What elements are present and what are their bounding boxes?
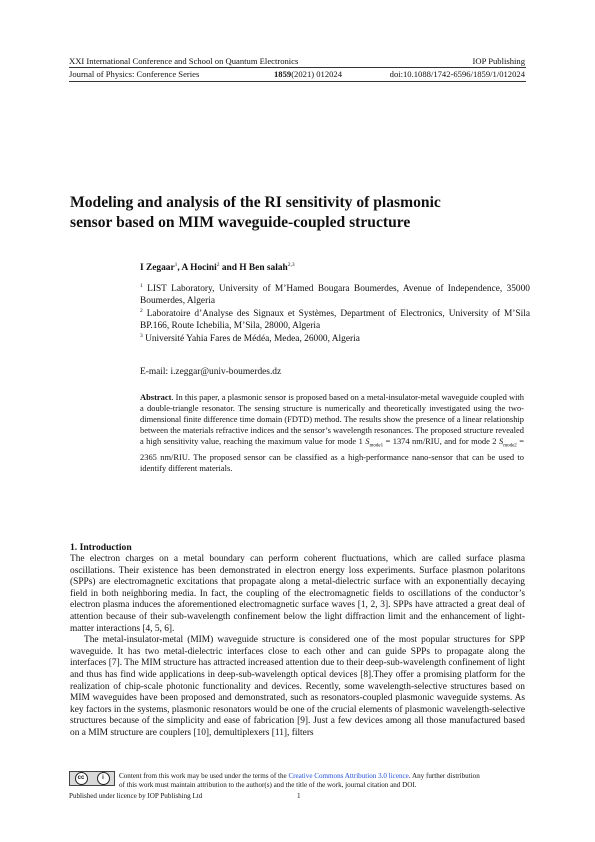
affiliation-3 [140, 330, 530, 345]
abstract [140, 392, 524, 474]
conference-name: XXI International Conference and School on Quantum Electronics [69, 56, 299, 66]
author-1: I Zegaar [140, 263, 175, 274]
section-heading-introduction: 1. Introduction [70, 542, 132, 553]
affiliation-1 [140, 280, 530, 307]
publisher-name: IOP Publishing [472, 56, 525, 66]
sensitivity-subscript-2: mode2 [503, 443, 517, 449]
publisher-licence: Published under licence by IOP Publishing Ltd [69, 792, 203, 800]
author-2: , A Hocini [177, 263, 217, 274]
affiliation-2-text: Laboratoire d’Analyse des Signaux et Systèmes, Department of Electronics, University of M’Sila BP.166, Route Ichebilia, M’Sila, 28000, Algeria [140, 309, 530, 332]
creative-commons-icon: cc [75, 772, 88, 785]
attribution-icon: i [97, 772, 110, 785]
page-number: 1 [297, 792, 301, 800]
abstract-label: Abstract [140, 392, 172, 402]
volume-info [274, 69, 342, 80]
licence-text-3: of this work must maintain attribution to the author(s) and the title of the work, journal citation and DOI. [119, 781, 417, 789]
paper-title [70, 193, 530, 233]
introduction-paragraph-1: The electron charges on a metal boundary can perform coherent fluctuations, which are called surface plasma oscillations. Their existence has been demonstrated in electron energy loss experiments. Surface plasmon polaritons (SPPs) are electromagnetic excitations that propagate along a metal-dielectric surface with an exponentially decaying field in both neighboring media. In fact, the coupling of the electromagnetic fields to oscillations of the conductor’s electron plasma induces the aforementioned electromagnetic surface waves [1, 2, 3]. SPPs have attracted a great deal of attention because of their sub-wavelength confinement below the light diffraction limit and the enhancement of light-matter interactions [4, 5, 6]. [70, 554, 525, 634]
paper-title-line-2: sensor based on MIM waveguide-coupled structure [70, 214, 411, 231]
journal-name: Journal of Physics: Conference Series [69, 69, 200, 79]
sensitivity-subscript-1: mode1 [369, 443, 384, 449]
author-1-affil: 1 [174, 262, 178, 268]
introduction-body [70, 554, 525, 740]
author-3: and H Ben salah [219, 263, 288, 274]
doi: doi:10.1088/1742-6596/1859/1/012024 [389, 69, 525, 79]
abstract-text-1: . In this paper, a plasmonic sensor is proposed based on a metal-insulator-metal waveguide coupled with a double-triangle resonator. The sensing structure is numerically and theoretically investigated using the two-dimensional finite difference time domain (FDTD) method. The results show the presence of a linear relationship between the materials refractive indices and the sensor’s wavelength resonances. The proposed structure revealed a high sensitivity value, reaching the maximum value for mode 1 [140, 392, 524, 446]
affiliation-2 [140, 305, 530, 332]
author-3-affil: 2,3 [287, 262, 295, 268]
affiliation-1-number: 1 [140, 283, 143, 289]
paper-title-line-1: Modeling and analysis of the RI sensitivity of plasmonic [70, 194, 441, 211]
licence-text-1: Content from this work may be used under the terms of the [119, 772, 289, 780]
article-number: (2021) 012024 [291, 69, 343, 79]
affiliation-2-number: 2 [140, 308, 143, 314]
volume-number: 1859 [274, 69, 292, 79]
affiliation-1-text: LIST Laboratory, University of M’Hamed Bougara Boumerdes, Avenue of Independence, 35000 Boumerdes, Algeria [140, 284, 530, 307]
affiliation-3-number: 3 [140, 333, 143, 339]
author-email: E-mail: i.zeggar@univ-boumerdes.dz [140, 367, 282, 377]
abstract-text-2: = 1374 nm/RIU, and for mode 2 [383, 435, 499, 446]
cc-licence-link[interactable]: Creative Commons Attribution 3.0 licence [288, 772, 409, 780]
sensitivity-symbol-1: S [365, 435, 370, 446]
licence-text-2: . Any further distribution [408, 772, 480, 780]
licence-notice [119, 772, 529, 790]
introduction-paragraph-2: The metal-insulator-metal (MIM) waveguide structure is considered one of the most popular structures for SPP waveguide. It has two metal-dielectric interfaces close to each other and can guide SPPs to propagate along the interfaces [7]. The MIM structure has attracted increased attention due to their deep-sub-wavelength confinement of light and thus has find wide applications in deep-sub-wavelength optical devices [8].They offer a promising platform for the realization of chip-scale photonic functionality and devices. Recently, some wavelength-selective structures based on MIM waveguides have been proposed and demonstrated, such as resonators-coupled plasmonic waveguide systems. As key factors in the systems, plasmonic resonators would be one of the crucial elements of plasmonic wavelength-selective structures because of the simplicity and ease of fabrication [9]. Just a few devices among all those manufactured based on a MIM structure are couplers [10], demultiplexers [11], filters [70, 635, 525, 738]
author-2-affil: 2 [216, 262, 220, 268]
author-list [140, 262, 295, 273]
header-rule-bottom [69, 81, 526, 82]
cc-by-badge[interactable] [69, 771, 115, 786]
sensitivity-symbol-2: S [498, 435, 504, 446]
abstract-text-3: = 2365 nm/RIU. The proposed sensor can be classified as a high-performance nano-sensor that can be used to identify different materials. [140, 435, 524, 474]
header-rule-top [69, 67, 526, 68]
affiliation-3-text: Université Yahia Fares de Médéa, Medea, 26000, Algeria [145, 334, 360, 345]
